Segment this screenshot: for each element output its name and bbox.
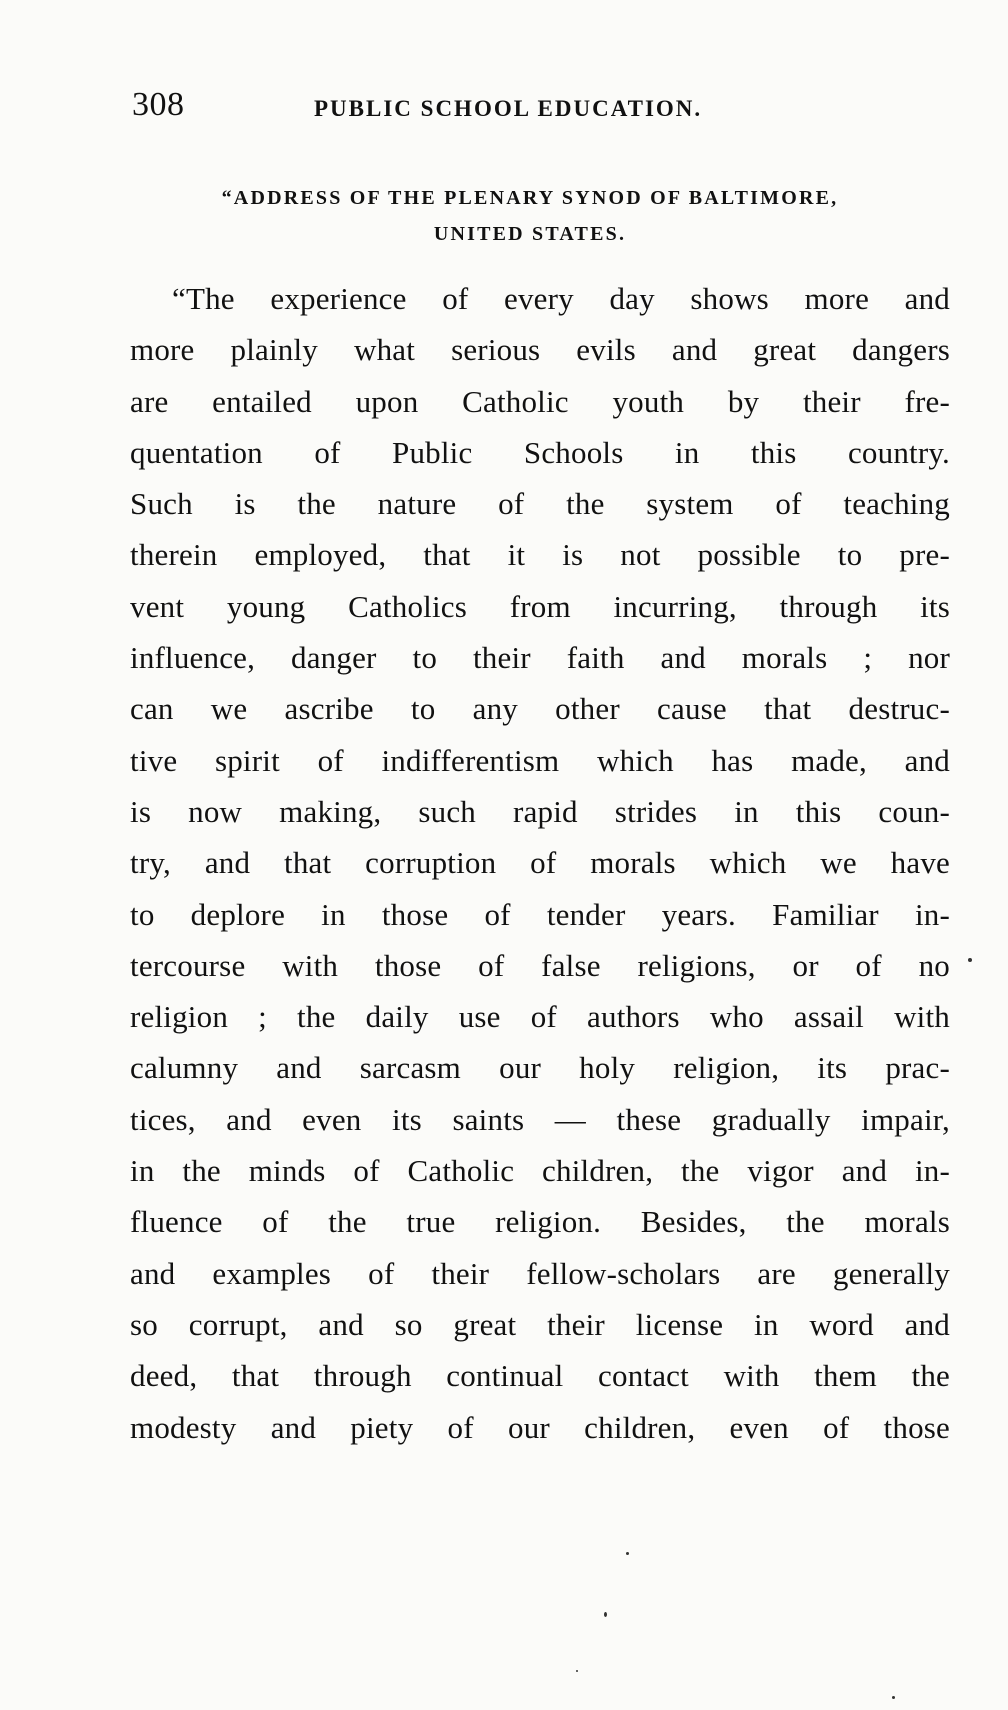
text-line: can we ascribe to any other cause that destruc- <box>130 691 950 727</box>
text-line: “The experience of every day shows more and <box>172 281 950 316</box>
heading-line-2: UNITED STATES. <box>433 223 627 245</box>
text-line: influence, danger to their faith and morals ; nor <box>130 640 950 676</box>
text-line: religion ; the daily use of authors who assail with <box>130 999 950 1035</box>
page-number: 308 <box>132 86 185 123</box>
scan-speck <box>576 1670 578 1672</box>
section-heading <box>100 180 960 252</box>
text-line: therein employed, that it is not possible to pre- <box>130 537 950 573</box>
text-line: are entailed upon Catholic youth by their fre- <box>130 383 950 419</box>
text-line: Such is the nature of the system of teaching <box>130 486 950 522</box>
text-line: vent young Catholics from incurring, through its <box>130 588 950 624</box>
text-line: modesty and piety of our children, even of those <box>130 1409 950 1445</box>
scan-speck <box>968 958 972 962</box>
text-line: try, and that corruption of morals which we have <box>130 845 950 881</box>
text-line: is now making, such rapid strides in this coun- <box>130 793 950 829</box>
heading-line-1: “ADDRESS OF THE PLENARY SYNOD OF BALTIMORE, <box>221 187 839 209</box>
text-line: deed, that through continual contact with them the <box>130 1358 950 1394</box>
scan-speck <box>892 1696 895 1699</box>
text-line: tices, and even its saints — these gradually impair, <box>130 1101 950 1137</box>
running-title: PUBLIC SCHOOL EDUCATION. <box>314 96 703 121</box>
text-line: in the minds of Catholic children, the vigor and in- <box>130 1153 950 1189</box>
running-head <box>132 86 952 126</box>
text-line: tercourse with those of false religions, or of no <box>130 947 950 983</box>
body-paragraph <box>130 273 950 1453</box>
text-line: calumny and sarcasm our holy religion, its prac- <box>130 1050 950 1086</box>
text-line: so corrupt, and so great their license in word and <box>130 1306 950 1342</box>
scan-speck <box>626 1552 629 1555</box>
text-line: more plainly what serious evils and great dangers <box>130 332 950 368</box>
text-line: and examples of their fellow-scholars are generally <box>130 1255 950 1291</box>
scan-speck <box>604 1612 607 1617</box>
text-line: fluence of the true religion. Besides, the morals <box>130 1204 950 1240</box>
text-line: tive spirit of indifferentism which has made, and <box>130 742 950 778</box>
text-line: quentation of Public Schools in this country. <box>130 434 950 470</box>
text-line: to deplore in those of tender years. Familiar in- <box>130 896 950 932</box>
